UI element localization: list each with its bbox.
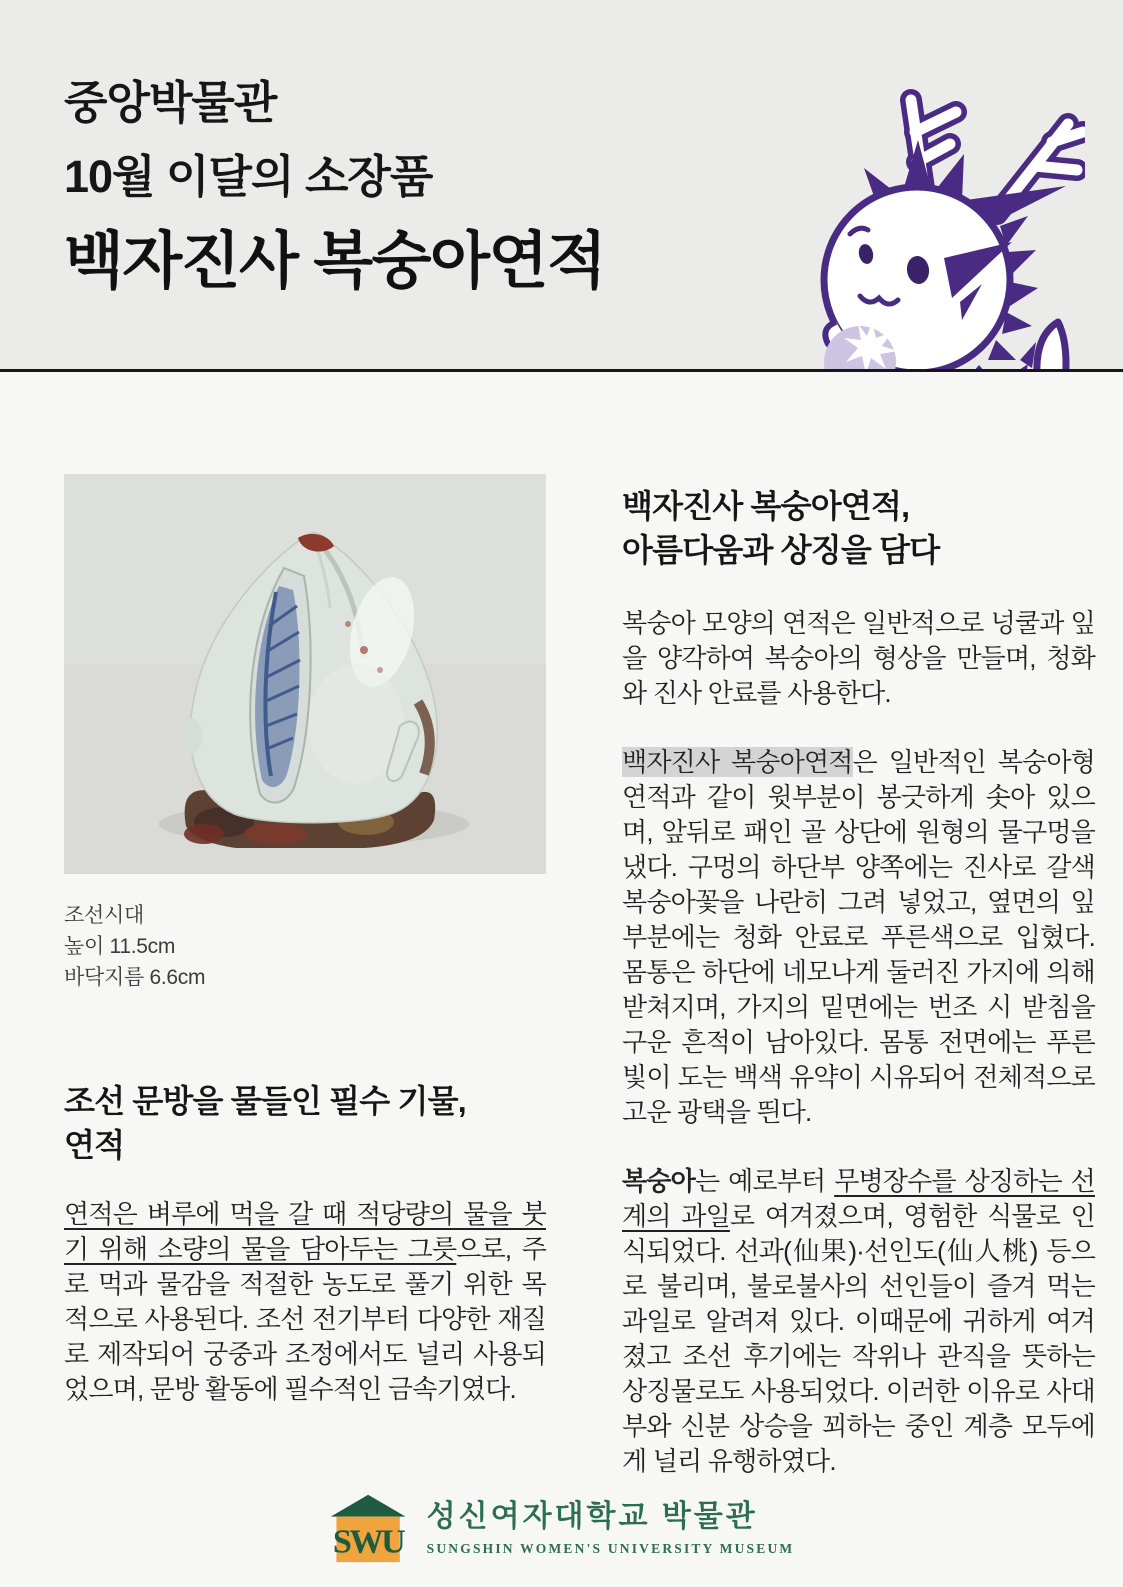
left-paragraph <box>64 1197 546 1407</box>
museum-name-korean: 성신여자대학교 박물관 <box>426 1500 758 1533</box>
peach-bold: 복숭아 <box>622 1166 695 1196</box>
right-paragraph-3-rest: 로 여겨졌으며, 영험한 식물로 인식되었다. 선과(仙果)·선인도(仙人桃) 등으로 불리며, 불로불사의 선인들이 즐겨 먹는 과일로 알려져 있다. 이때문에 귀하게 여겨졌고 조선 후기에는 작위나 관직을 뜻하는 상징물로도 사용되었다. 이러한 이유로 사대부와 신분 상승을 꾀하는 중인 계층 모두에게 널리 유행하였다. <box>622 1201 1095 1476</box>
right-paragraph-3-underlined: 무병장수를 상징하는 선계의 과일 <box>622 1166 1095 1231</box>
right-paragraph-3-mid: 는 예로부터 <box>694 1166 835 1196</box>
left-heading-line2: 연적 <box>64 1127 125 1163</box>
right-paragraph-2-rest: 은 일반적인 복숭아형 연적과 같이 윗부분이 봉긋하게 솟아 있으며, 앞뒤로 패인 골 상단에 원형의 물구멍을 냈다. 구멍의 하단부 양쪽에는 진사로 갈색 복숭아꽃을 나란히 그려 넣었고, 옆면의 잎 부분에는 청화 안료로 푸른색으로 입혔다. 몸통은 하단에 네모나게 둘러진 가지에 의해 받쳐지며, 가지의 밑면에는 번조 시 받침을 구운 흔적이 남아있다. 몸통 전면에는 푸른빛이 도는 백색 유약이 시유되어 전체적으로 고운 광택을 띈다. <box>622 747 1095 1127</box>
right-paragraph-2 <box>622 745 1095 1130</box>
museum-name: 중앙박물관 <box>64 77 277 128</box>
page-title: 백자진사 복숭아연적 <box>64 227 606 296</box>
university-museum-logo-icon <box>329 1492 407 1564</box>
caption-height: 높이 11.5cm <box>64 935 176 958</box>
left-column <box>64 474 546 1479</box>
right-paragraph-1: 복숭아 모양의 연적은 일반적으로 넝쿨과 잎을 양각하여 복숭아의 형상을 만들며, 청화와 진사 안료를 사용한다. <box>622 608 1095 708</box>
right-heading-line1: 백자진사 복숭아연적, <box>622 488 910 524</box>
logo-acronym: SWU <box>332 1523 403 1561</box>
left-heading-line1: 조선 문방을 물들인 필수 기물, <box>64 1083 466 1119</box>
artifact-photo <box>64 474 546 874</box>
subtitle-month-collection: 10월 이달의 소장품 <box>64 151 433 202</box>
caption-era: 조선시대 <box>64 904 144 927</box>
museum-name-english: SUNGSHIN WOMEN'S UNIVERSITY MUSEUM <box>426 1541 795 1556</box>
right-section-heading <box>622 484 1095 572</box>
footer <box>329 1492 795 1564</box>
peach-water-dropper-illustration <box>64 474 546 874</box>
highlighted-artifact-name: 백자진사 복숭아연적 <box>622 747 853 777</box>
header-text-block <box>64 66 605 302</box>
right-paragraph-3 <box>622 1164 1095 1479</box>
main-content <box>0 372 1123 1479</box>
artifact-caption <box>64 900 546 993</box>
left-section-heading <box>64 1079 546 1167</box>
footer-logo-text <box>427 1499 795 1557</box>
caption-diameter: 바닥지름 6.6cm <box>64 966 206 989</box>
page-header <box>0 0 1123 372</box>
left-paragraph-rest: 으로, 주로 먹과 물감을 적절한 농도로 풀기 위한 목적으로 사용된다. 조선 전기부터 다양한 재질로 제작되어 궁중과 조정에서도 널리 사용되었으며, 문방 활동에 필수적인 금속기였다. <box>64 1234 547 1404</box>
right-heading-line2: 아름다움과 상징을 담다 <box>622 532 940 568</box>
left-paragraph-underlined: 연적은 벼루에 먹을 갈 때 적당량의 물을 붓기 위해 소량의 물을 담아두는 그릇 <box>64 1199 546 1264</box>
dragon-mascot-icon <box>813 70 1085 372</box>
right-column <box>622 474 1095 1479</box>
